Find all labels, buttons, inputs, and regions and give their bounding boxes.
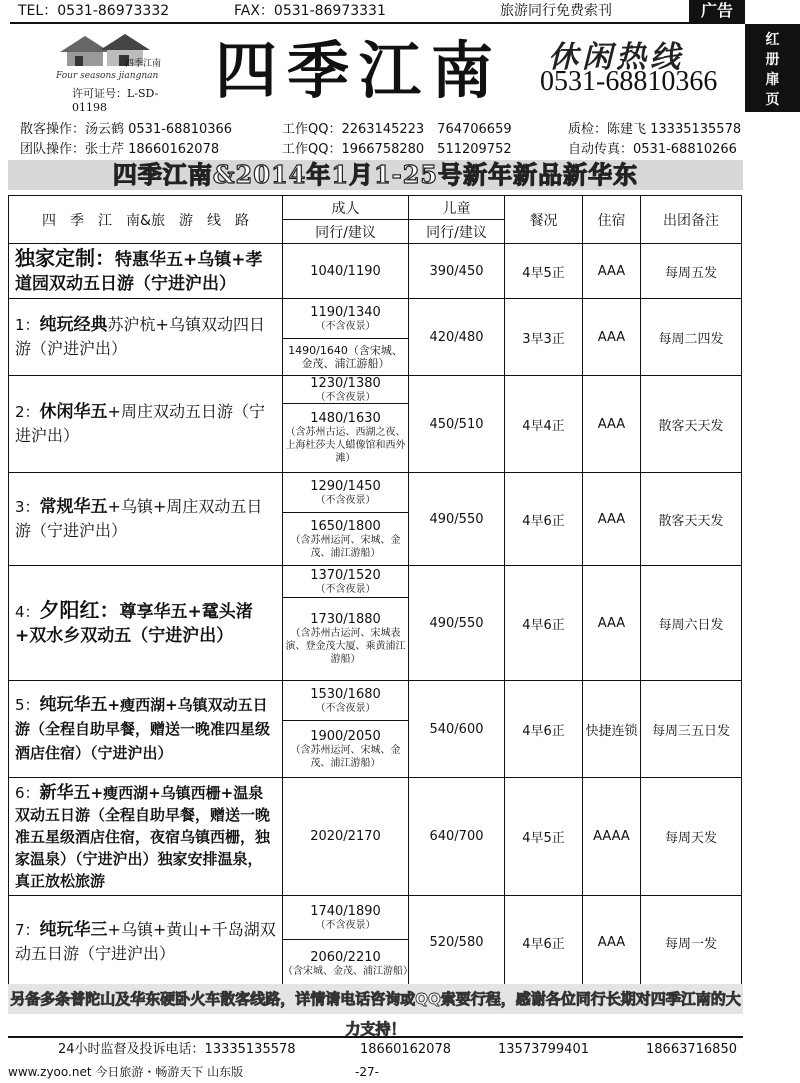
contacts: [20, 120, 780, 160]
departure-note: 每周三五日发: [641, 681, 742, 778]
route-text: +乌镇+黄山+千岛湖双动五日游（宁进沪出）: [15, 920, 276, 963]
table-row: [9, 566, 742, 681]
route-text: 尊享华五+鼋头渚+双水乡双动五（宁进沪出）: [15, 602, 253, 646]
child-price: 390/450: [409, 244, 505, 299]
adult-price-cell: [283, 896, 413, 989]
adult-price-2-note: （含苏州运河、宋城、金茂、浦江游船）: [290, 534, 401, 559]
ad-tag: 广告: [689, 0, 745, 22]
adult-price-1: 1530/1680: [310, 686, 381, 702]
adult-price-cell: [283, 473, 409, 566]
side-tab-char: 页: [765, 92, 780, 108]
child-price: 450/510: [409, 376, 505, 473]
route-cell: [9, 896, 283, 989]
work-qq-2: 工作QQ：1966758280 511209752: [282, 142, 512, 157]
logo: [50, 30, 180, 114]
child-price: 490/550: [409, 566, 505, 681]
route-text: +乌镇+周庄双动五日游（宁进沪出）: [15, 497, 263, 540]
departure-note: 每周五发: [641, 244, 742, 299]
quality-check: 质检：陈建飞 13335135578: [568, 122, 742, 137]
route-cell: [9, 376, 283, 473]
meals: 4早5正: [505, 778, 583, 896]
hotline-title: 休闲热线: [548, 40, 684, 75]
top-bar: [0, 0, 800, 22]
brand-title: 四季江南: [215, 34, 504, 107]
adult-price-1-note: （不含夜景）: [315, 919, 376, 931]
header-hotel: 住宿: [583, 196, 641, 244]
route-cell: [9, 244, 283, 299]
adult-price-1-note: （不含夜景）: [315, 583, 376, 595]
scatter-operator: 散客操作：汤云鹤 0531-68810366: [20, 122, 233, 137]
route-number: 1：: [15, 316, 40, 334]
route-number: 7：: [15, 921, 40, 939]
adult-price-2: 1900/2050: [310, 728, 381, 744]
side-tab-char: 红: [765, 32, 780, 48]
hotel: AAA: [583, 896, 641, 989]
tour-table: [8, 195, 742, 989]
supervise-label: 24小时监督及投诉电话：13335135578: [58, 1042, 296, 1057]
hotel: AAA: [583, 566, 641, 681]
route-highlight: 夕阳红：: [39, 598, 120, 622]
adult-price: 1040/1190: [283, 244, 409, 299]
meals: 4早4正: [505, 376, 583, 473]
meals: 4早6正: [505, 896, 583, 989]
departure-note: 散客天天发: [641, 473, 742, 566]
meals: 4早6正: [505, 473, 583, 566]
logo-cn: 四季江南: [125, 59, 162, 69]
child-price: 490/550: [409, 473, 505, 566]
license-number: 许可证号：L-SD-01198: [72, 87, 159, 114]
site-footer: www.zyoo.net 今日旅游・畅游天下 山东版: [8, 1065, 244, 1079]
adult-price-2: 1490/1640（含宋城、金茂、浦江游船）: [288, 344, 403, 370]
route-number: 2：: [15, 403, 40, 421]
header-meals: 餐况: [505, 196, 583, 244]
route-cell: [9, 778, 283, 896]
supervise-phone-4: 18663716850: [646, 1042, 737, 1057]
adult-price-cell: [283, 376, 409, 473]
header-child: 儿童: [409, 196, 505, 220]
child-price: 420/480: [409, 299, 505, 376]
adult-price-cell: [283, 299, 409, 376]
work-qq-1: 工作QQ：2263145223 764706659: [282, 122, 512, 137]
adult-price-1: 1230/1380: [310, 375, 381, 391]
top-divider: [10, 22, 745, 24]
child-price: 640/700: [409, 778, 505, 896]
adult-price-2: 1650/1800: [310, 518, 381, 534]
departure-note: 每周二四发: [641, 299, 742, 376]
hotline-number: 0531-68810366: [540, 66, 718, 97]
adult-price-2-note: （含苏州运河、宋城、金茂、浦江游船）: [290, 744, 401, 769]
group-operator: 团队操作：张士芹 18660162078: [20, 142, 220, 157]
route-text: 苏沪杭+乌镇双动四日游（沪进沪出）: [15, 315, 265, 358]
promo-title: 四季江南&2014年1月1-25号新年新品新华东: [8, 160, 743, 190]
route-highlight: 纯玩华三: [39, 920, 108, 940]
route-highlight: 新华五: [39, 782, 91, 803]
header-adult: 成人: [283, 196, 409, 220]
header-route: 四 季 江 南&旅 游 线 路: [9, 196, 283, 244]
adult-price-1: 1740/1890: [310, 903, 381, 919]
bottom-line: [0, 1062, 800, 1083]
table-row: [9, 376, 742, 473]
hotel: AAA: [583, 376, 641, 473]
top-fax: FAX：0531-86973331: [234, 3, 386, 19]
table-row: [9, 473, 742, 566]
top-tel: TEL：0531-86973332: [18, 3, 170, 19]
route-number: 3：: [15, 498, 40, 516]
route-highlight: 常规华五: [39, 497, 108, 517]
adult-price-1-note: （不含夜景）: [315, 320, 376, 332]
route-highlight: 休闲华五: [39, 402, 108, 422]
departure-note: 散客天天发: [641, 376, 742, 473]
departure-note: 每周天发: [641, 778, 742, 896]
meals: 3早3正: [505, 299, 583, 376]
route-text: 特惠华五+乌镇+孝道园双动五日游（宁进沪出）: [15, 250, 263, 294]
house-logo-icon: [55, 30, 165, 70]
route-number: 4：: [15, 603, 40, 621]
header-child-sub: 同行/建议: [409, 220, 505, 244]
table-row: [9, 244, 742, 299]
adult-price-2: 2060/2210: [310, 950, 381, 965]
route-number: 5：: [15, 696, 40, 714]
logo-en: Four seasons jiangnan: [56, 71, 159, 81]
meals: 4早6正: [505, 681, 583, 778]
side-tab-char: 扉: [765, 72, 780, 88]
route-highlight: 纯玩经典: [39, 315, 108, 335]
hotel: AAA: [583, 244, 641, 299]
route-text: +瘦西湖+乌镇双动五日游（全程自助早餐，赠送一晚准四星级酒店住宿）（宁进沪出）: [15, 696, 271, 762]
adult-price-1-note: （不含夜景）: [315, 391, 376, 403]
adult-price-2-note: （含苏州古运、西湖之夜、上海杜莎夫人蜡像馆和西外滩）: [285, 427, 406, 464]
adult-price-1-note: （不含夜景）: [315, 494, 376, 506]
auto-fax: 自动传真：0531-68810266: [568, 142, 737, 157]
hotel: AAAA: [583, 778, 641, 896]
footer-note: 另备多条普陀山及华东硬卧火车散客线路，详情请电话咨询或QQ索要行程，感谢各位同行长期对四季江南的大力支持！: [8, 984, 743, 1014]
adult-price-cell: [283, 681, 409, 778]
page-number: -27-: [355, 1065, 379, 1079]
route-cell: [9, 681, 283, 778]
adult-price-2-note: （含宋城、金茂、浦江游船）: [283, 966, 413, 977]
meals: 4早6正: [505, 566, 583, 681]
table-row: [9, 896, 742, 989]
hotel: 快捷连锁: [583, 681, 641, 778]
route-text: +周庄双动五日游（宁进沪出）: [15, 402, 265, 445]
meals: 4早5正: [505, 244, 583, 299]
adult-price-1: 1370/1520: [310, 567, 381, 583]
child-price: 520/580: [409, 896, 505, 989]
adult-price-2: 1480/1630: [310, 411, 381, 426]
route-text: +瘦西湖+乌镇西栅+温泉双动五日游（全程自助早餐，赠送一晚准五星级酒店住宿，夜宿乌镇西栅，独家温泉）（宁进沪出）独家安排温泉，真正放松旅游: [15, 783, 271, 890]
route-highlight: 独家定制：: [15, 246, 115, 270]
supervise-phone-3: 13573799401: [498, 1042, 589, 1057]
route-cell: [9, 299, 283, 376]
adult-price-cell: [283, 566, 409, 681]
hotel: AAA: [583, 473, 641, 566]
supervise-line: [8, 1036, 743, 1060]
adult-price: 2020/2170: [283, 778, 409, 896]
route-cell: [9, 566, 283, 681]
table-row: [9, 778, 742, 896]
departure-note: 每周六日发: [641, 566, 742, 681]
child-price: 540/600: [409, 681, 505, 778]
route-highlight: 纯玩华五: [39, 695, 108, 715]
departure-note: 每周一发: [641, 896, 742, 989]
top-free-index: 旅游同行免费索刊: [500, 3, 612, 19]
adult-price-2-note: （含苏州古运河、宋城表演、登金茂大厦、乘黄浦江游船）: [285, 628, 406, 665]
route-cell: [9, 473, 283, 566]
side-tab-char: 册: [765, 52, 780, 68]
table-row: [9, 299, 742, 376]
header-adult-sub: 同行/建议: [283, 220, 409, 244]
adult-price-1-note: （不含夜景）: [315, 702, 376, 714]
adult-price-2: 1730/1880: [310, 612, 381, 627]
hotel: AAA: [583, 299, 641, 376]
header-note: 出团备注: [641, 196, 742, 244]
route-number: 6：: [15, 783, 40, 802]
adult-price-1: 1190/1340: [310, 304, 381, 320]
side-tab: [745, 24, 800, 112]
supervise-phone-2: 18660162078: [360, 1042, 451, 1057]
table-row: [9, 681, 742, 778]
adult-price-1: 1290/1450: [310, 478, 381, 494]
